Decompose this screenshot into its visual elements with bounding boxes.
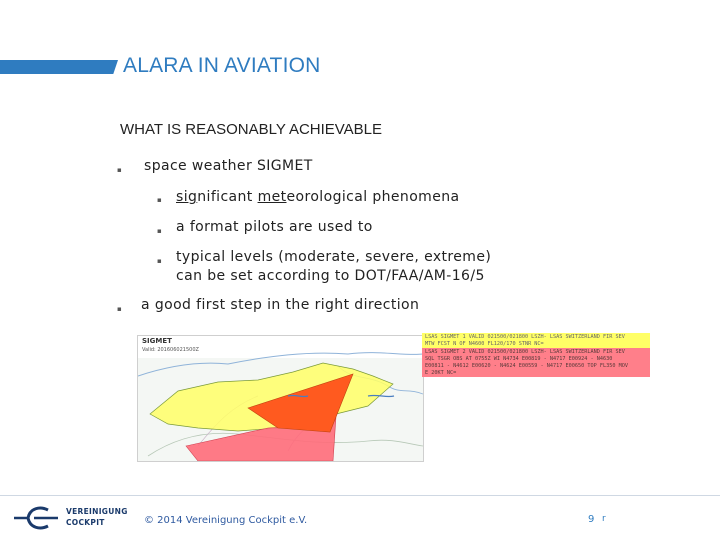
sub-bullet-typical-levels-line1: typical levels (moderate, severe, extreme)	[176, 249, 492, 265]
underlined-met: met	[257, 189, 287, 205]
slide-title: ALARA IN AVIATION	[123, 54, 321, 77]
bullet-space-weather-sigmet: space weather SIGMET	[144, 158, 313, 174]
map-title: SIGMET	[142, 337, 172, 345]
sigmet-yellow-block	[422, 333, 650, 348]
bullet-marker: ▪	[117, 305, 122, 313]
page-mark: r	[602, 514, 606, 524]
sub-bullet-format: a format pilots are used to	[176, 219, 373, 235]
sub-bullet-marker: ▪	[157, 257, 162, 265]
sigmet-yellow-line: MTW FCST N OF N4600 FL120/170 STNR NC=	[425, 340, 544, 347]
footer-copyright: © 2014 Vereinigung Cockpit e.V.	[144, 515, 308, 526]
sigmet-text-box	[422, 333, 650, 377]
sigmet-yellow-line: LSAS SIGMET 1 VALID 021500/021800 LSZH- LSAS SWITZERLAND FIR SEV	[425, 334, 625, 340]
sigmet-map	[137, 335, 424, 462]
sub-bullet-typical-levels-line2: can be set according to DOT/FAA/AM-16/5	[176, 268, 485, 284]
underlined-sig: sig	[176, 189, 198, 205]
sigmet-red-line: E 20KT NC=	[425, 369, 457, 376]
logo-text-line1: VEREINIGUNG	[66, 507, 128, 516]
text-nificant: nificant	[197, 189, 258, 205]
title-accent-bar	[0, 60, 118, 74]
footer-divider	[0, 495, 720, 496]
sub-bullet-marker: ▪	[157, 196, 162, 204]
sub-bullet-marker: ▪	[157, 227, 162, 235]
sigmet-red-line: E00811 - N4612 E00620 - N4624 E00559 - N4717 E00650 TOP FL350 MOV	[425, 362, 629, 369]
logo-text-line2: COCKPIT	[66, 518, 105, 527]
bullet-marker: ▪	[117, 166, 122, 174]
sigmet-red-block	[422, 348, 650, 377]
logo-mark-icon	[14, 504, 58, 532]
vereinigung-cockpit-logo	[14, 504, 128, 536]
text-eorological: eorological phenomena	[286, 189, 460, 205]
page-number: 9	[588, 514, 595, 525]
map-valid-time: Valid: 201606021500Z	[142, 347, 199, 353]
bullet-good-first-step: a good first step in the right direction	[141, 297, 420, 313]
sigmet-red-line: SQL TSGR OBS AT 0755Z WI N4734 E00819 - N4717 E00924 - N4630	[425, 356, 613, 363]
map-drawing	[138, 336, 423, 461]
slide-subtitle: WHAT IS REASONABLY ACHIEVABLE	[120, 121, 383, 138]
sigmet-red-line: LSAS SIGMET 2 VALID 021500/021800 LSZH- LSAS SWITZERLAND FIR SEV	[425, 349, 625, 356]
sub-bullet-significant-meteorological	[176, 188, 459, 207]
